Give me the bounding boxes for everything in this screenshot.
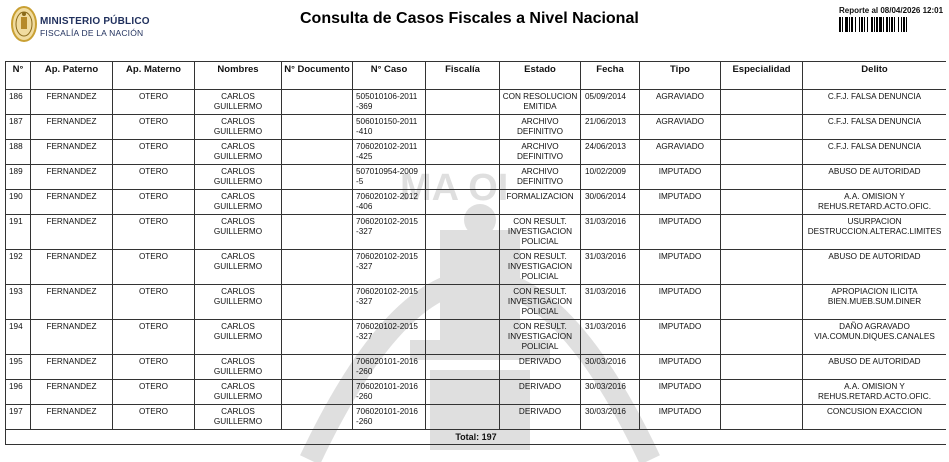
col-fiscalia-cell <box>426 380 500 405</box>
col-tipo-cell: IMPUTADO <box>640 285 721 320</box>
cases-table-container <box>5 61 946 462</box>
col-delito-cell: USURPACION DESTRUCCION.ALTERAC.LIMITES <box>803 215 947 250</box>
col-delito-cell: C.F.J. FALSA DENUNCIA <box>803 140 947 165</box>
barcode <box>839 17 949 32</box>
col-ap-materno-cell: OTERO <box>113 140 195 165</box>
col-delito-cell: A.A. OMISION Y REHUS.RETARD.ACTO.OFIC. <box>803 380 947 405</box>
col-caso-cell: 506010150-2011 -410 <box>353 115 426 140</box>
col-fiscalia-cell <box>426 115 500 140</box>
col-fecha-cell: 31/03/2016 <box>581 250 640 285</box>
table-row <box>6 285 947 320</box>
col-ap-materno-cell: OTERO <box>113 320 195 355</box>
col-ap-materno-cell: OTERO <box>113 355 195 380</box>
col-fecha-cell: 10/02/2009 <box>581 165 640 190</box>
col-caso-cell: 706020102-2015 -327 <box>353 285 426 320</box>
col-delito-cell: APROPIACION ILICITA BIEN.MUEB.SUM.DINER <box>803 285 947 320</box>
col-documento-header: N° Documento <box>282 62 353 90</box>
table-row <box>6 165 947 190</box>
col-caso-cell: 706020101-2016 -260 <box>353 405 426 430</box>
col-fecha-cell: 30/06/2014 <box>581 190 640 215</box>
col-caso-cell: 507010954-2009 -5 <box>353 165 426 190</box>
report-header <box>0 0 949 50</box>
col-estado-cell: CON RESULT. INVESTIGACION POLICIAL <box>500 215 581 250</box>
table-row <box>6 115 947 140</box>
col-ap-materno-cell: OTERO <box>113 380 195 405</box>
col-delito-cell: CONCUSION EXACCION <box>803 405 947 430</box>
table-row <box>6 90 947 115</box>
col-ap-materno-cell: OTERO <box>113 115 195 140</box>
col-ap-paterno-cell: FERNANDEZ <box>31 285 113 320</box>
col-delito-cell: C.F.J. FALSA DENUNCIA <box>803 90 947 115</box>
col-ap-paterno-cell: FERNANDEZ <box>31 90 113 115</box>
col-number-cell: 193 <box>6 285 31 320</box>
table-row <box>6 190 947 215</box>
col-estado-cell: DERIVADO <box>500 405 581 430</box>
cases-table <box>5 61 946 445</box>
col-fecha-cell: 24/06/2013 <box>581 140 640 165</box>
col-number-cell: 186 <box>6 90 31 115</box>
col-fecha-cell: 30/03/2016 <box>581 405 640 430</box>
col-number-cell: 196 <box>6 380 31 405</box>
col-nombres-cell: CARLOS GUILLERMO <box>195 405 282 430</box>
col-ap-paterno-cell: FERNANDEZ <box>31 355 113 380</box>
report-date: Reporte al 08/04/2026 12:01 <box>839 6 944 15</box>
col-ap-materno-cell: OTERO <box>113 190 195 215</box>
col-ap-paterno-cell: FERNANDEZ <box>31 165 113 190</box>
col-ap-paterno-header: Ap. Paterno <box>31 62 113 90</box>
col-delito-cell: ABUSO DE AUTORIDAD <box>803 250 947 285</box>
col-number-cell: 192 <box>6 250 31 285</box>
col-fecha-cell: 05/09/2014 <box>581 90 640 115</box>
col-nombres-cell: CARLOS GUILLERMO <box>195 250 282 285</box>
col-caso-header: N° Caso <box>353 62 426 90</box>
col-fiscalia-cell <box>426 190 500 215</box>
col-caso-cell: 706020102-2015 -327 <box>353 320 426 355</box>
col-estado-cell: ARCHIVO DEFINITIVO <box>500 115 581 140</box>
col-estado-cell: CON RESULT. INVESTIGACION POLICIAL <box>500 250 581 285</box>
col-fiscalia-cell <box>426 285 500 320</box>
table-body <box>6 90 947 445</box>
col-ap-paterno-cell: FERNANDEZ <box>31 405 113 430</box>
col-number-cell: 195 <box>6 355 31 380</box>
table-row <box>6 215 947 250</box>
page-title: Consulta de Casos Fiscales a Nivel Nacional <box>300 10 639 27</box>
col-ap-materno-cell: OTERO <box>113 215 195 250</box>
col-nombres-cell: CARLOS GUILLERMO <box>195 355 282 380</box>
col-delito-cell: ABUSO DE AUTORIDAD <box>803 355 947 380</box>
col-nombres-cell: CARLOS GUILLERMO <box>195 90 282 115</box>
col-number-cell: 191 <box>6 215 31 250</box>
col-caso-cell: 706020102-2015 -327 <box>353 250 426 285</box>
col-ap-paterno-cell: FERNANDEZ <box>31 380 113 405</box>
col-documento-cell <box>282 215 353 250</box>
col-caso-cell: 706020102-2015 -327 <box>353 215 426 250</box>
col-fiscalia-cell <box>426 140 500 165</box>
table-row <box>6 250 947 285</box>
col-ap-paterno-cell: FERNANDEZ <box>31 320 113 355</box>
col-number-cell: 194 <box>6 320 31 355</box>
total-row <box>6 430 947 445</box>
col-number-cell: 190 <box>6 190 31 215</box>
col-documento-cell <box>282 380 353 405</box>
col-estado-cell: DERIVADO <box>500 380 581 405</box>
col-ap-materno-cell: OTERO <box>113 405 195 430</box>
col-especialidad-header: Especialidad <box>721 62 803 90</box>
col-delito-cell: A.A. OMISION Y REHUS.RETARD.ACTO.OFIC. <box>803 190 947 215</box>
col-estado-cell: ARCHIVO DEFINITIVO <box>500 165 581 190</box>
col-documento-cell <box>282 190 353 215</box>
col-especialidad-cell <box>721 190 803 215</box>
table-row <box>6 355 947 380</box>
col-fecha-cell: 30/03/2016 <box>581 380 640 405</box>
col-nombres-cell: CARLOS GUILLERMO <box>195 380 282 405</box>
watermark-text: MA OI <box>400 167 509 209</box>
col-documento-cell <box>282 285 353 320</box>
col-estado-cell: DERIVADO <box>500 355 581 380</box>
col-estado-cell: CON RESULT. INVESTIGACION POLICIAL <box>500 320 581 355</box>
col-tipo-cell: IMPUTADO <box>640 380 721 405</box>
col-especialidad-cell <box>721 215 803 250</box>
col-estado-cell: CON RESOLUCION EMITIDA <box>500 90 581 115</box>
table-header-row <box>6 62 947 90</box>
col-fecha-header: Fecha <box>581 62 640 90</box>
col-ap-materno-cell: OTERO <box>113 250 195 285</box>
col-delito-cell: DAÑO AGRAVADO VIA.COMUN.DIQUES.CANALES <box>803 320 947 355</box>
col-fiscalia-cell <box>426 355 500 380</box>
ministerio-publico-logo <box>10 4 190 46</box>
col-estado-cell: FORMALIZACION <box>500 190 581 215</box>
col-especialidad-cell <box>721 115 803 140</box>
col-especialidad-cell <box>721 90 803 115</box>
col-documento-cell <box>282 90 353 115</box>
col-ap-paterno-cell: FERNANDEZ <box>31 250 113 285</box>
col-documento-cell <box>282 250 353 285</box>
col-especialidad-cell <box>721 250 803 285</box>
col-especialidad-cell <box>721 285 803 320</box>
col-especialidad-cell <box>721 320 803 355</box>
col-estado-cell: ARCHIVO DEFINITIVO <box>500 140 581 165</box>
col-nombres-cell: CARLOS GUILLERMO <box>195 320 282 355</box>
table-row <box>6 380 947 405</box>
col-especialidad-cell <box>721 405 803 430</box>
col-fecha-cell: 21/06/2013 <box>581 115 640 140</box>
col-especialidad-cell <box>721 380 803 405</box>
col-caso-cell: 706020102-2012 -406 <box>353 190 426 215</box>
logo-title: MINISTERIO PÚBLICO <box>40 16 150 27</box>
report-stamp <box>839 6 949 32</box>
col-ap-paterno-cell: FERNANDEZ <box>31 140 113 165</box>
col-tipo-cell: IMPUTADO <box>640 190 721 215</box>
seal-icon <box>10 4 38 44</box>
col-fiscalia-cell <box>426 405 500 430</box>
col-fiscalia-cell <box>426 165 500 190</box>
total-count: Total: 197 <box>6 430 947 445</box>
table-row <box>6 320 947 355</box>
col-estado-header: Estado <box>500 62 581 90</box>
col-delito-cell: ABUSO DE AUTORIDAD <box>803 165 947 190</box>
col-tipo-cell: IMPUTADO <box>640 215 721 250</box>
col-especialidad-cell <box>721 165 803 190</box>
col-tipo-cell: IMPUTADO <box>640 320 721 355</box>
col-number-cell: 188 <box>6 140 31 165</box>
col-tipo-header: Tipo <box>640 62 721 90</box>
col-documento-cell <box>282 115 353 140</box>
col-ap-paterno-cell: FERNANDEZ <box>31 190 113 215</box>
col-delito-header: Delito <box>803 62 947 90</box>
col-ap-materno-header: Ap. Materno <box>113 62 195 90</box>
col-documento-cell <box>282 140 353 165</box>
col-ap-paterno-cell: FERNANDEZ <box>31 115 113 140</box>
col-fiscalia-cell <box>426 215 500 250</box>
col-number-header: N° <box>6 62 31 90</box>
col-ap-paterno-cell: FERNANDEZ <box>31 215 113 250</box>
col-tipo-cell: IMPUTADO <box>640 405 721 430</box>
col-nombres-cell: CARLOS GUILLERMO <box>195 140 282 165</box>
col-caso-cell: 505010106-2011 -369 <box>353 90 426 115</box>
col-fiscalia-cell <box>426 320 500 355</box>
col-tipo-cell: IMPUTADO <box>640 250 721 285</box>
col-tipo-cell: AGRAVIADO <box>640 90 721 115</box>
col-fiscalia-cell <box>426 90 500 115</box>
col-ap-materno-cell: OTERO <box>113 90 195 115</box>
col-nombres-header: Nombres <box>195 62 282 90</box>
col-especialidad-cell <box>721 140 803 165</box>
col-documento-cell <box>282 165 353 190</box>
col-estado-cell: CON RESULT. INVESTIGACION POLICIAL <box>500 285 581 320</box>
col-number-cell: 197 <box>6 405 31 430</box>
col-documento-cell <box>282 405 353 430</box>
col-documento-cell <box>282 320 353 355</box>
col-nombres-cell: CARLOS GUILLERMO <box>195 165 282 190</box>
col-fecha-cell: 31/03/2016 <box>581 285 640 320</box>
col-caso-cell: 706020101-2016 -260 <box>353 380 426 405</box>
col-nombres-cell: CARLOS GUILLERMO <box>195 215 282 250</box>
col-fiscalia-header: Fiscalía <box>426 62 500 90</box>
col-caso-cell: 706020102-2011 -425 <box>353 140 426 165</box>
table-row <box>6 405 947 430</box>
col-number-cell: 187 <box>6 115 31 140</box>
col-fiscalia-cell <box>426 250 500 285</box>
col-number-cell: 189 <box>6 165 31 190</box>
col-fecha-cell: 30/03/2016 <box>581 355 640 380</box>
col-delito-cell: C.F.J. FALSA DENUNCIA <box>803 115 947 140</box>
table-row <box>6 140 947 165</box>
col-tipo-cell: IMPUTADO <box>640 165 721 190</box>
col-documento-cell <box>282 355 353 380</box>
logo-subtitle: FISCALÍA DE LA NACIÓN <box>40 28 144 38</box>
col-especialidad-cell <box>721 355 803 380</box>
col-tipo-cell: AGRAVIADO <box>640 115 721 140</box>
col-nombres-cell: CARLOS GUILLERMO <box>195 115 282 140</box>
col-nombres-cell: CARLOS GUILLERMO <box>195 190 282 215</box>
col-ap-materno-cell: OTERO <box>113 165 195 190</box>
col-caso-cell: 706020101-2016 -260 <box>353 355 426 380</box>
col-tipo-cell: AGRAVIADO <box>640 140 721 165</box>
col-fecha-cell: 31/03/2016 <box>581 320 640 355</box>
col-fecha-cell: 31/03/2016 <box>581 215 640 250</box>
col-nombres-cell: CARLOS GUILLERMO <box>195 285 282 320</box>
col-tipo-cell: IMPUTADO <box>640 355 721 380</box>
col-ap-materno-cell: OTERO <box>113 285 195 320</box>
